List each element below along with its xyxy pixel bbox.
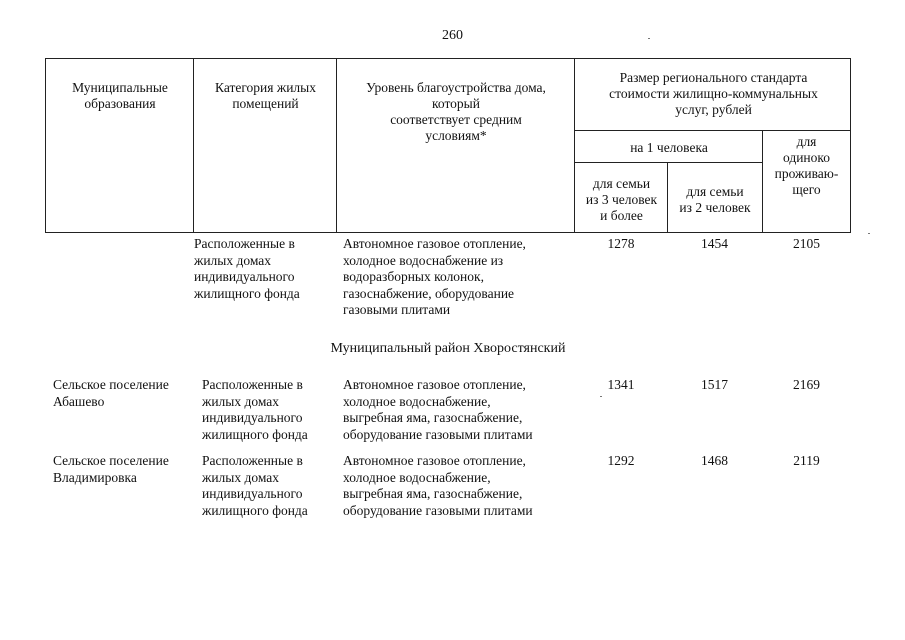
cell-category: Расположенные в жилых домах индивидуального жилищного фонда <box>194 236 300 301</box>
header-single: для одиноко проживаю- щего <box>774 134 839 197</box>
scan-speck <box>600 396 602 397</box>
cell-single: 2169 <box>793 377 820 392</box>
header-subsubrow-border <box>574 162 762 163</box>
header-family3: для семьи из 3 человек и более <box>585 176 658 223</box>
cell-family3: 1278 <box>607 236 635 251</box>
header-divider-2 <box>336 58 337 233</box>
header-municipality: Муниципальные образования <box>72 80 168 111</box>
header-standard-size: Размер регионального стандарта стоимости жилищно-коммунальных услуг, рублей <box>609 70 818 117</box>
cell-municipality: Сельское поселение Владимировка <box>53 453 169 485</box>
scan-speck <box>648 38 650 39</box>
header-subrow-border <box>574 130 851 131</box>
cell-single: 2119 <box>793 453 820 468</box>
cell-family3: 1292 <box>607 453 635 468</box>
header-top-border <box>45 58 851 59</box>
section-title: Муниципальный район Хворостянский <box>330 341 566 356</box>
scan-speck <box>868 233 870 234</box>
header-amenity-level: Уровень благоустройства дома, который соответствует средним условиям* <box>366 80 546 143</box>
page-number: 260 <box>442 28 463 43</box>
header-left-border <box>45 58 46 233</box>
header-category: Категория жилых помещений <box>215 80 316 111</box>
cell-family2: 1468 <box>701 453 728 468</box>
table-header <box>45 58 851 233</box>
cell-amenity-level: Автономное газовое отопление, холодное водоснабжение, выгребная яма, газоснабжение, оборудование газовыми плитами <box>343 377 533 442</box>
cell-category: Расположенные в жилых домах индивидуального жилищного фонда <box>202 377 308 442</box>
cell-family2: 1517 <box>701 377 728 392</box>
cell-category: Расположенные в жилых домах индивидуального жилищного фонда <box>202 453 308 518</box>
header-divider-1 <box>193 58 194 233</box>
header-per-person: на 1 человека <box>630 140 708 155</box>
cell-amenity-level: Автономное газовое отопление, холодное водоснабжение из водоразборных колонок, газоснабжение, оборудование газовыми плитами <box>343 236 526 317</box>
cell-municipality: Сельское поселение Абашево <box>53 377 169 409</box>
cell-single: 2105 <box>793 236 820 251</box>
cell-family2: 1454 <box>701 236 728 251</box>
cell-family3: 1341 <box>607 377 635 392</box>
header-bottom-border <box>45 232 851 233</box>
header-family2: для семьи из 2 человек <box>679 184 751 215</box>
header-divider-3 <box>574 58 575 233</box>
cell-amenity-level: Автономное газовое отопление, холодное водоснабжение, выгребная яма, газоснабжение, оборудование газовыми плитами <box>343 453 533 518</box>
